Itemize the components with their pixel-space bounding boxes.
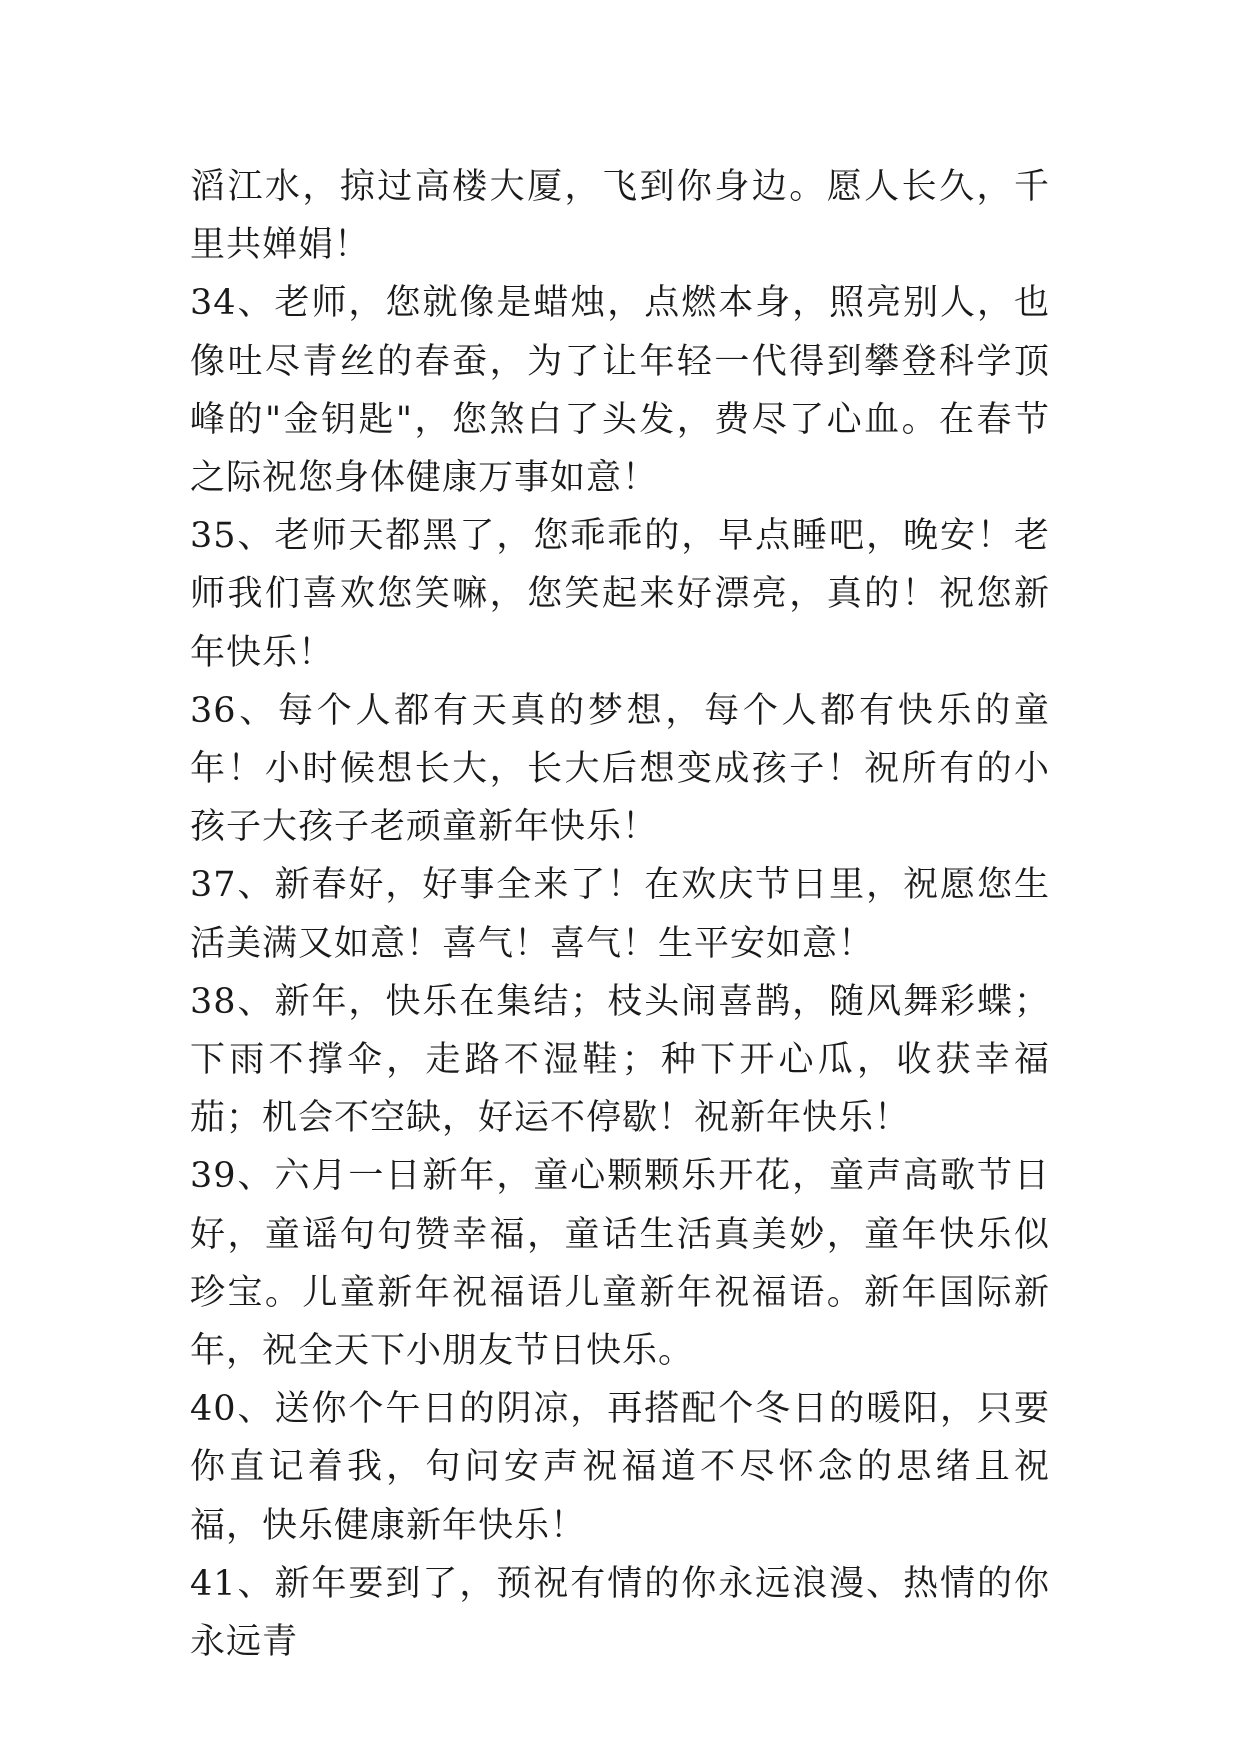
paragraph-35: 35、老师天都黑了，您乖乖的，早点睡吧，晚安！老师我们喜欢您笑嘛，您笑起来好漂亮，真的！祝您新年快乐！ [190, 516, 1050, 673]
paragraph-41: 41、新年要到了，预祝有情的你永远浪漫、热情的你永远青 [190, 1563, 1050, 1663]
paragraph-37: 37、新春好，好事全来了！在欢庆节日里，祝愿您生活美满又如意！喜气！喜气！生平安如意！ [190, 865, 1050, 964]
paragraph-36: 36、每个人都有天真的梦想，每个人都有快乐的童年！小时候想长大，长大后想变成孩子！祝所有的小孩子大孩子老顽童新年快乐！ [190, 690, 1050, 848]
paragraph-40: 40、送你个午日的阴凉，再搭配个冬日的暖阳，只要你直记着我，句问安声祝福道不尽怀念的思绪且祝福，快乐健康新年快乐！ [190, 1389, 1050, 1546]
paragraph-continuation: 滔江水，掠过高楼大厦，飞到你身边。愿人长久，千里共婵娟！ [190, 167, 1050, 266]
paragraph-34: 34、老师，您就像是蜡烛，点燃本身，照亮别人，也像吐尽青丝的春蚕，为了让年轻一代得到攀登科学顶峰的"金钥匙"，您煞白了头发，费尽了心血。在春节之际祝您身体健康万事如意！ [190, 283, 1050, 499]
document-body [190, 158, 1050, 1671]
paragraph-38: 38、新年，快乐在集结；枝头闹喜鹊，随风舞彩蝶；下雨不撑伞，走路不湿鞋；种下开心瓜，收获幸福茄；机会不空缺，好运不停歇！祝新年快乐！ [190, 981, 1050, 1139]
paragraph-39: 39、六月一日新年，童心颗颗乐开花，童声高歌节日好，童谣句句赞幸福，童话生活真美妙，童年快乐似珍宝。儿童新年祝福语儿童新年祝福语。新年国际新年，祝全天下小朋友节日快乐。 [190, 1156, 1050, 1372]
